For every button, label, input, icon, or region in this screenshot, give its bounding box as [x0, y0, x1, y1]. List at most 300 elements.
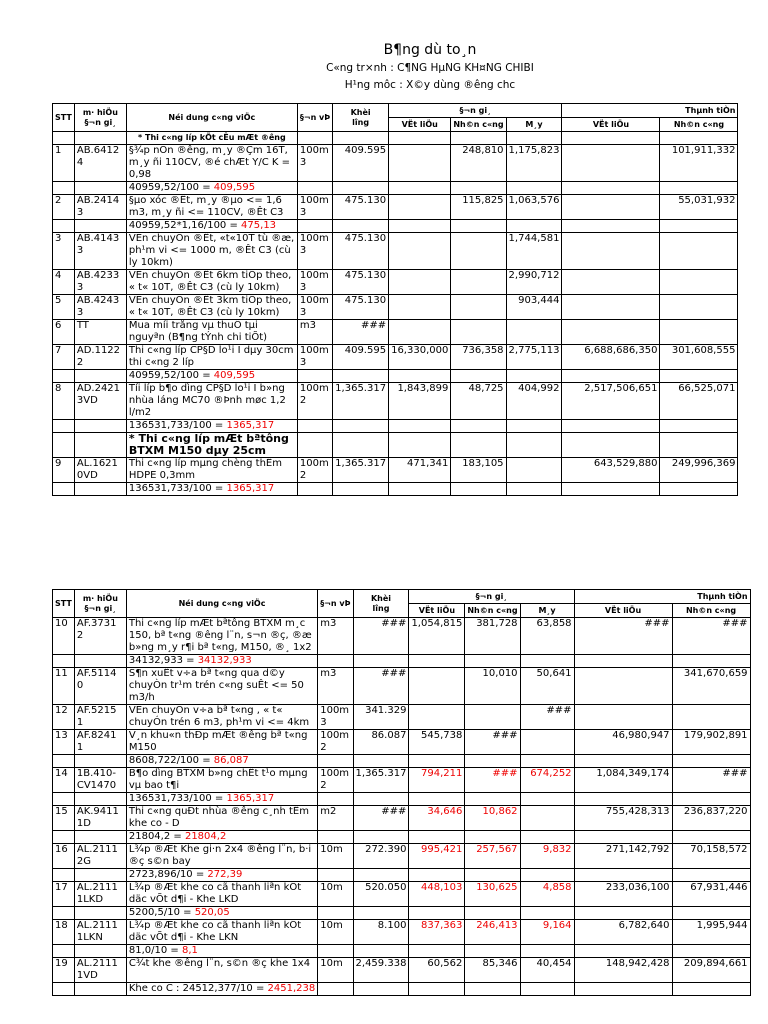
formula-text: 136531,733/100 =: [128, 483, 227, 494]
formula-text: 21804,2 =: [128, 831, 185, 842]
row-noi-dung: §µo xóc ®Êt, m¸y ®µo <= 1,6 m3, m¸y ñi <= 110CV, ®Êt C3: [126, 195, 297, 220]
row-formula: [126, 831, 317, 844]
col-don-vi: §¬n vÞ: [297, 104, 332, 132]
formula-text: 40959,52/100 =: [128, 182, 214, 193]
row-noi-dung: §¾p nÒn ®êng, m¸y ®Çm 16T, m¸y ñi 110CV, ®é chÆt Y/C K = 0,98: [126, 145, 297, 182]
row-may: 9,164: [520, 920, 574, 945]
row-noi-dung: VËn chuyÓn ®Êt 3km tiÕp theo, « t« 10T, ®Êt C3 (cù ly 10km): [126, 295, 297, 320]
row-empty: [297, 420, 332, 433]
row-vat-lieu: 448,103: [409, 882, 465, 907]
formula-result: 2451,238: [267, 983, 316, 994]
row-vat-lieu: 1,054,815: [409, 618, 465, 655]
row-empty: [520, 755, 574, 768]
row-vat-lieu: 794,211: [409, 768, 465, 793]
row-tt-nhan-cong: 249,996,369: [660, 458, 738, 483]
row-noi-dung: Tíi líp b¶o dìng CP§D lo¹i I b»ng nhùa láng MC70 ®Þnh møc 1,2 l/m2: [126, 383, 297, 420]
row-empty: [74, 420, 126, 433]
row-empty: [672, 869, 750, 882]
row-may: 9,832: [520, 844, 574, 869]
row-empty: [506, 370, 562, 383]
row-nhan-cong: [451, 233, 506, 270]
row-empty: [506, 220, 562, 233]
row-tt-vat-lieu: 148,942,428: [574, 958, 672, 983]
row-tt-nhan-cong: 236,837,220: [672, 806, 750, 831]
row-may: 404,992: [506, 383, 562, 420]
formula-row: [53, 983, 751, 996]
row-empty: [660, 483, 738, 496]
formula-row: [53, 182, 738, 195]
col-ma-hieu: m· hiÖu §¬n gi¸: [74, 590, 126, 618]
row-ma-hieu: AB.4143 3: [74, 233, 126, 270]
row-empty: [409, 983, 465, 996]
formula-result: 409,595: [213, 182, 256, 193]
formula-row: [53, 655, 751, 668]
row-ma-hieu: AL.2111 2G: [74, 844, 126, 869]
row-don-vi: 100m 3: [318, 705, 353, 730]
row-empty: [409, 945, 465, 958]
row-tt-vat-lieu: [562, 195, 660, 220]
row-empty: [389, 220, 451, 233]
row-vat-lieu: 471,341: [389, 458, 451, 483]
row-empty: [53, 433, 75, 458]
formula-result: 34132,933: [197, 655, 252, 666]
row-don-vi: 100m 2: [318, 768, 353, 793]
row-empty: [74, 370, 126, 383]
row-noi-dung: Thi c«ng líp mµng chèng thÊm HDPE 0,3mm: [126, 458, 297, 483]
row-tt-nhan-cong: [672, 705, 750, 730]
row-empty: [353, 907, 409, 920]
col-tt-nhan-cong: Nh©n c«ng: [672, 604, 750, 618]
row-don-vi: 100m 3: [297, 145, 332, 182]
row-may: [506, 458, 562, 483]
formula-result: 1365,317: [226, 793, 275, 804]
col-tt-vat-lieu: VËt liÖu: [574, 604, 672, 618]
row-don-vi: 100m 2: [318, 730, 353, 755]
row-noi-dung: Thi c«ng líp CP§D lo¹i I dµy 30cm thi c«ng 2 líp: [126, 345, 297, 370]
row-empty: [451, 132, 506, 145]
row-tt-nhan-cong: 209,894,661: [672, 958, 750, 983]
row-stt: 15: [53, 806, 75, 831]
row-empty: [333, 483, 389, 496]
row-don-vi: m3: [318, 618, 353, 655]
row-empty: [74, 945, 126, 958]
row-ma-hieu: AL.2111 1LKD: [74, 882, 126, 907]
row-ma-hieu: AF.8241 1: [74, 730, 126, 755]
row-may: 674,252: [520, 768, 574, 793]
row-empty: [465, 655, 520, 668]
col-nhan-cong: Nh©n c«ng: [465, 604, 520, 618]
table-row: [53, 882, 751, 907]
row-tt-vat-lieu: 2,517,506,651: [562, 383, 660, 420]
section-row: [53, 132, 738, 145]
row-stt: 18: [53, 920, 75, 945]
row-nhan-cong: 183,105: [451, 458, 506, 483]
row-empty: [672, 983, 750, 996]
formula-text: 5200,5/10 =: [128, 907, 195, 918]
row-empty: [520, 793, 574, 806]
row-khoi-luong: 1,365.317: [333, 458, 389, 483]
row-empty: [506, 182, 562, 195]
col-tt-vat-lieu: VËt liÖu: [562, 118, 660, 132]
row-empty: [465, 869, 520, 882]
row-empty: [389, 370, 451, 383]
formula-row: [53, 907, 751, 920]
col-don-vi: §¬n vÞ: [318, 590, 353, 618]
table-row: [53, 145, 738, 182]
row-noi-dung: L¾p ®Æt khe co cã thanh liªn kÕt däc vÕt d¶i - Khe LKD: [126, 882, 317, 907]
row-ma-hieu: AF.3731 2: [74, 618, 126, 655]
row-noi-dung: L¾p ®Æt Khe gi·n 2x4 ®êng l¨n, b·i ®ç s©n bay: [126, 844, 317, 869]
row-empty: [562, 132, 660, 145]
col-may: M¸y: [506, 118, 562, 132]
formula-result: 409,595: [213, 370, 256, 381]
col-noi-dung: Néi dung c«ng viÖc: [126, 104, 297, 132]
row-stt: 8: [53, 383, 75, 420]
row-khoi-luong: 475.130: [333, 233, 389, 270]
row-empty: [574, 655, 672, 668]
row-khoi-luong: 86.087: [353, 730, 409, 755]
work-item-name: H¹ng môc : X©y dùng ®êng chc: [344, 79, 516, 91]
row-ma-hieu: AF.5215 1: [74, 705, 126, 730]
row-vat-lieu: [389, 320, 451, 345]
row-empty: [353, 983, 409, 996]
row-empty: [506, 483, 562, 496]
row-noi-dung: VËn chuyÓn v÷a bª t«ng , « t« chuyÓn trén 6 m3, ph¹m vi <= 4km: [126, 705, 317, 730]
table-row: [53, 345, 738, 370]
row-empty: [574, 907, 672, 920]
row-empty: [562, 483, 660, 496]
row-vat-lieu: 995,421: [409, 844, 465, 869]
row-tt-nhan-cong: 67,931,446: [672, 882, 750, 907]
row-empty: [465, 945, 520, 958]
row-khoi-luong: 1,365.317: [353, 768, 409, 793]
row-empty: [74, 483, 126, 496]
row-tt-vat-lieu: 643,529,880: [562, 458, 660, 483]
col-thanh-tien: Thµnh tiÒn: [562, 104, 738, 118]
col-stt: STT: [53, 590, 75, 618]
formula-row: [53, 755, 751, 768]
row-nhan-cong: ###: [465, 730, 520, 755]
row-empty: [74, 793, 126, 806]
row-don-vi: 100m 3: [297, 295, 332, 320]
row-empty: [574, 869, 672, 882]
row-empty: [660, 433, 738, 458]
row-tt-vat-lieu: [574, 668, 672, 705]
row-formula: [126, 420, 297, 433]
row-vat-lieu: [409, 668, 465, 705]
row-don-vi: 10m: [318, 920, 353, 945]
row-empty: [660, 132, 738, 145]
row-khoi-luong: 520.050: [353, 882, 409, 907]
row-empty: [451, 433, 506, 458]
row-may: 63,858: [520, 618, 574, 655]
row-empty: [353, 831, 409, 844]
row-empty: [53, 483, 75, 496]
row-nhan-cong: 130,625: [465, 882, 520, 907]
row-don-vi: 100m 3: [297, 270, 332, 295]
row-don-vi: 10m: [318, 958, 353, 983]
row-empty: [574, 831, 672, 844]
row-empty: [520, 655, 574, 668]
row-nhan-cong: [451, 320, 506, 345]
row-nhan-cong: 246,413: [465, 920, 520, 945]
row-empty: [53, 655, 75, 668]
row-ma-hieu: AB.4233 3: [74, 270, 126, 295]
row-khoi-luong: 409.595: [333, 345, 389, 370]
row-empty: [389, 433, 451, 458]
row-ma-hieu: AB.4243 3: [74, 295, 126, 320]
row-khoi-luong: 475.130: [333, 295, 389, 320]
row-empty: [574, 755, 672, 768]
row-empty: [660, 370, 738, 383]
row-empty: [409, 655, 465, 668]
row-stt: 14: [53, 768, 75, 793]
row-stt: 6: [53, 320, 75, 345]
table-row: [53, 730, 751, 755]
row-empty: [53, 420, 75, 433]
row-vat-lieu: [389, 195, 451, 220]
row-tt-nhan-cong: 66,525,071: [660, 383, 738, 420]
formula-text: 81,0/10 =: [128, 945, 182, 956]
row-empty: [451, 220, 506, 233]
table-row: [53, 844, 751, 869]
row-nhan-cong: [451, 295, 506, 320]
section-row: [53, 433, 738, 458]
row-khoi-luong: 8.100: [353, 920, 409, 945]
row-empty: [74, 755, 126, 768]
row-khoi-luong: ###: [353, 668, 409, 705]
row-empty: [74, 907, 126, 920]
row-khoi-luong: ###: [333, 320, 389, 345]
row-empty: [74, 983, 126, 996]
formula-row: [53, 370, 738, 383]
row-tt-nhan-cong: ###: [672, 768, 750, 793]
row-may: [520, 806, 574, 831]
col-noi-dung: Néi dung c«ng viÖc: [126, 590, 317, 618]
row-don-vi: 10m: [318, 882, 353, 907]
row-empty: [660, 182, 738, 195]
row-empty: [333, 420, 389, 433]
row-tt-vat-lieu: [574, 705, 672, 730]
row-empty: [297, 433, 332, 458]
table-row: [53, 233, 738, 270]
col-nhan-cong: Nh©n c«ng: [451, 118, 506, 132]
row-vat-lieu: [389, 145, 451, 182]
row-empty: [53, 907, 75, 920]
row-may: 50,641: [520, 668, 574, 705]
row-stt: 4: [53, 270, 75, 295]
row-empty: [389, 420, 451, 433]
formula-text: 136531,733/100 =: [128, 420, 227, 431]
row-empty: [353, 755, 409, 768]
estimate-table-1: [52, 103, 738, 496]
row-tt-vat-lieu: 6,782,640: [574, 920, 672, 945]
formula-row: [53, 869, 751, 882]
formula-row: [53, 420, 738, 433]
row-khoi-luong: ###: [353, 618, 409, 655]
formula-text: 40959,52*1,16/100 =: [128, 220, 242, 231]
row-stt: 10: [53, 618, 75, 655]
row-empty: [53, 793, 75, 806]
row-empty: [389, 182, 451, 195]
formula-text: 40959,52/100 =: [128, 370, 214, 381]
row-nhan-cong: 381,728: [465, 618, 520, 655]
row-stt: 11: [53, 668, 75, 705]
table-row: [53, 295, 738, 320]
row-don-vi: 100m 3: [297, 233, 332, 270]
row-formula: [126, 793, 317, 806]
row-tt-vat-lieu: [562, 320, 660, 345]
row-empty: [53, 945, 75, 958]
row-vat-lieu: [389, 295, 451, 320]
section-heading: * Thi c«ng líp kÕt cÊu mÆt ®êng: [126, 132, 297, 145]
row-tt-vat-lieu: 1,084,349,174: [574, 768, 672, 793]
row-empty: [353, 655, 409, 668]
row-nhan-cong: [451, 270, 506, 295]
formula-row: [53, 220, 738, 233]
row-noi-dung: V¸n khu«n thÐp mÆt ®êng bª t«ng M150: [126, 730, 317, 755]
row-tt-vat-lieu: 46,980,947: [574, 730, 672, 755]
formula-result: 272,39: [207, 869, 243, 880]
row-tt-nhan-cong: 179,902,891: [672, 730, 750, 755]
row-empty: [451, 182, 506, 195]
row-empty: [672, 755, 750, 768]
document-title: B¶ng dù to¸n: [383, 42, 477, 58]
row-khoi-luong: 475.130: [333, 195, 389, 220]
row-tt-nhan-cong: 301,608,555: [660, 345, 738, 370]
row-don-vi: 100m 3: [297, 195, 332, 220]
row-empty: [353, 945, 409, 958]
formula-row: [53, 483, 738, 496]
row-tt-nhan-cong: 101,911,332: [660, 145, 738, 182]
row-nhan-cong: 10,010: [465, 668, 520, 705]
row-stt: 16: [53, 844, 75, 869]
row-formula: [126, 755, 317, 768]
row-don-vi: 100m 2: [297, 383, 332, 420]
col-vat-lieu: VËt liÖu: [389, 118, 451, 132]
row-may: 2,775,113: [506, 345, 562, 370]
row-may: [520, 730, 574, 755]
row-empty: [333, 220, 389, 233]
row-tt-vat-lieu: [562, 233, 660, 270]
row-tt-nhan-cong: 55,031,932: [660, 195, 738, 220]
row-empty: [465, 983, 520, 996]
row-khoi-luong: 1,365.317: [333, 383, 389, 420]
row-empty: [562, 182, 660, 195]
row-ma-hieu: TT: [74, 320, 126, 345]
row-noi-dung: C¾t khe ®êng l¨n, s©n ®ç khe 1x4: [126, 958, 317, 983]
row-may: 40,454: [520, 958, 574, 983]
row-empty: [574, 983, 672, 996]
row-noi-dung: L¾p ®Æt khe co cã thanh liªn kÕt däc vÕt d¶i - Khe LKN: [126, 920, 317, 945]
row-tt-vat-lieu: ###: [574, 618, 672, 655]
table-row: [53, 768, 751, 793]
row-formula: [126, 983, 317, 996]
row-empty: [465, 755, 520, 768]
row-nhan-cong: 736,358: [451, 345, 506, 370]
row-ma-hieu: AF.5114 0: [74, 668, 126, 705]
row-tt-vat-lieu: 755,428,313: [574, 806, 672, 831]
row-empty: [451, 483, 506, 496]
row-empty: [465, 831, 520, 844]
row-empty: [409, 831, 465, 844]
row-empty: [660, 420, 738, 433]
row-empty: [297, 370, 332, 383]
row-tt-nhan-cong: [660, 270, 738, 295]
formula-result: 8,1: [181, 945, 198, 956]
row-stt: 9: [53, 458, 75, 483]
col-thanh-tien: Thµnh tiÒn: [574, 590, 750, 604]
row-may: 4,858: [520, 882, 574, 907]
table-row: [53, 958, 751, 983]
row-nhan-cong: 115,825: [451, 195, 506, 220]
row-may: 1,744,581: [506, 233, 562, 270]
row-empty: [506, 433, 562, 458]
row-empty: [297, 220, 332, 233]
row-may: ###: [520, 705, 574, 730]
row-empty: [318, 983, 353, 996]
row-empty: [562, 370, 660, 383]
table-row: [53, 618, 751, 655]
table-row: [53, 320, 738, 345]
row-noi-dung: Mua míi trång vµ thuÕ tµi nguyªn (B¶ng tÝnh chi tiÕt): [126, 320, 297, 345]
col-tt-nhan-cong: Nh©n c«ng: [660, 118, 738, 132]
row-tt-nhan-cong: ###: [672, 618, 750, 655]
row-tt-vat-lieu: [562, 145, 660, 182]
row-empty: [297, 483, 332, 496]
row-may: 1,175,823: [506, 145, 562, 182]
row-empty: [465, 793, 520, 806]
row-empty: [318, 793, 353, 806]
row-empty: [672, 907, 750, 920]
formula-result: 1365,317: [226, 483, 275, 494]
row-empty: [74, 869, 126, 882]
row-vat-lieu: 34,646: [409, 806, 465, 831]
row-may: 1,063,576: [506, 195, 562, 220]
row-tt-nhan-cong: [660, 295, 738, 320]
row-vat-lieu: 545,738: [409, 730, 465, 755]
row-khoi-luong: 2,459.338: [353, 958, 409, 983]
formula-text: 2723,896/10 =: [128, 869, 208, 880]
row-tt-nhan-cong: 1,995,944: [672, 920, 750, 945]
row-empty: [451, 370, 506, 383]
row-empty: [297, 182, 332, 195]
row-empty: [318, 655, 353, 668]
row-formula: [126, 655, 317, 668]
row-noi-dung: Thi c«ng líp mÆt bªtông BTXM m¸c 150, bª t«ng ®êng l¨n, s¬n ®ç, ®æ b»ng m¸y r¶i bª t«ng, M150, ®¸ 1x2: [126, 618, 317, 655]
row-empty: [672, 831, 750, 844]
row-empty: [74, 220, 126, 233]
row-tt-vat-lieu: 271,142,792: [574, 844, 672, 869]
formula-result: 475,13: [241, 220, 277, 231]
table-row: [53, 806, 751, 831]
row-empty: [520, 907, 574, 920]
row-stt: 7: [53, 345, 75, 370]
row-ma-hieu: AL.1621 0VD: [74, 458, 126, 483]
row-formula: [126, 869, 317, 882]
row-empty: [353, 793, 409, 806]
row-empty: [660, 220, 738, 233]
row-stt: 1: [53, 145, 75, 182]
row-stt: 3: [53, 233, 75, 270]
row-vat-lieu: 60,562: [409, 958, 465, 983]
row-nhan-cong: [465, 705, 520, 730]
row-empty: [53, 983, 75, 996]
row-tt-vat-lieu: [562, 295, 660, 320]
table-row: [53, 705, 751, 730]
row-vat-lieu: [389, 233, 451, 270]
row-tt-nhan-cong: [660, 320, 738, 345]
